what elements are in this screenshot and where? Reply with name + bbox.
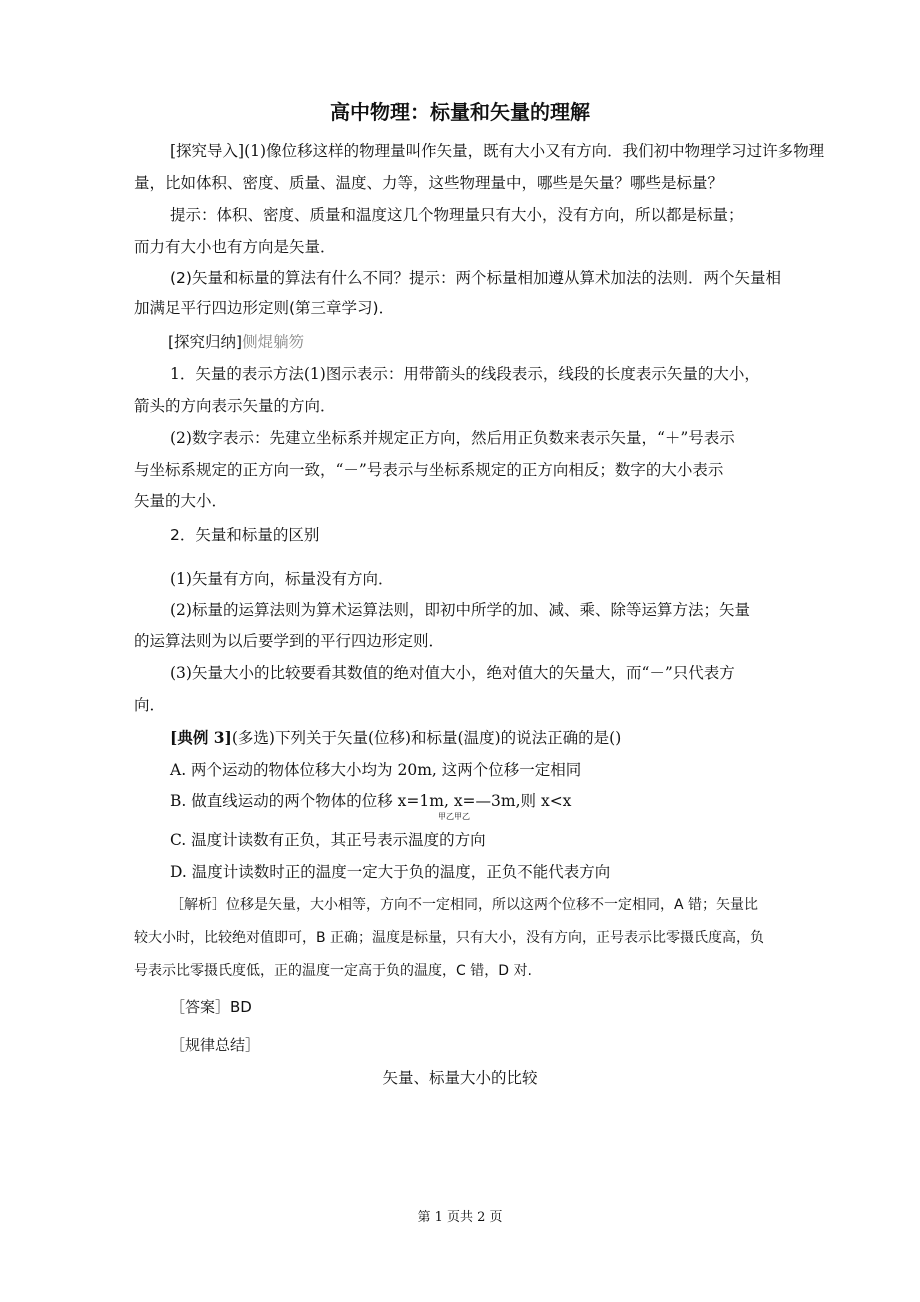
section-subtitle: 矢量、标量大小的比较 — [382, 1069, 538, 1087]
page-title: 高中物理：标量和矢量的理解 — [330, 100, 590, 124]
summary-p3-heading: 2．矢量和标量的区别 — [170, 526, 320, 544]
answer: ［答案］BD — [170, 998, 252, 1016]
difference-3-line-2: 向． — [134, 696, 166, 714]
analysis-line-3: 号表示比零摄氏度低，正的温度一定高于负的温度，C 错，D 对. — [134, 963, 532, 979]
question-2-line-2: 加满足平行四边形定则(第三章学习)． — [134, 299, 395, 317]
question-2-line-1: (2)矢量和标量的算法有什么不同？提示：两个标量相加遵从算术加法的法则．两个矢量相 — [170, 269, 781, 287]
intro-line-1 — [170, 140, 824, 162]
summary-p2-line-3: 矢量的大小． — [134, 492, 228, 510]
summary-tag: [探究归纳] — [168, 333, 243, 351]
rule-summary-heading: ［规律总结］ — [170, 1036, 261, 1054]
summary-p1-line-2: 箭头的方向表示矢量的方向． — [134, 397, 336, 415]
analysis-line-2: 较大小时，比较绝对值即可，B 正确；温度是标量，只有大小，没有方向，正号表示比零摄氏度高，负 — [134, 930, 765, 946]
example-stem: (多选)下列关于矢量(位移)和标量(温度)的说法正确的是() — [231, 729, 622, 747]
option-c: C. 温度计读数有正负，其正号表示温度的方向 — [170, 831, 486, 849]
summary-tag-suffix: 侧焜躺笏 — [242, 333, 305, 351]
example-tag: [典例 3] — [170, 728, 232, 747]
difference-2-line-1: (2)标量的运算法则为算术运算法则，即初中所学的加、减、乘、除等运算方法；矢量 — [170, 601, 750, 619]
analysis-line-1: ［解析］位移是矢量，大小相等，方向不一定相同，所以这两个位移不一定相同，A 错；矢量比 — [170, 897, 759, 913]
page-footer: 第 1 页共 2 页 — [417, 1210, 503, 1225]
intro-text-1: (1)像位移这样的物理量叫作矢量，既有大小又有方向．我们初中物理学习过许多物理 — [244, 142, 825, 160]
option-d: D. 温度计读数时正的温度一定大于负的温度，正负不能代表方向 — [170, 863, 611, 881]
summary-heading — [168, 331, 304, 353]
difference-2-line-2: 的运算法则为以后要学到的平行四边形定则． — [134, 632, 445, 650]
hint-line-1: 提示：体积、密度、质量和温度这几个物理量只有大小，没有方向，所以都是标量； — [170, 206, 744, 224]
summary-p2-line-2: 与坐标系规定的正方向一致，“－”号表示与坐标系规定的正方向相反；数字的大小表示 — [134, 461, 724, 479]
option-b: B. 做直线运动的两个物体的位移 x=1m, x=—3m,则 x<x — [170, 792, 572, 810]
summary-p2-line-1: (2)数字表示：先建立坐标系并规定正方向，然后用正负数来表示矢量，“＋”号表示 — [170, 429, 735, 447]
difference-3-line-1: (3)矢量大小的比较要看其数值的绝对值大小，绝对值大的矢量大，而“－”只代表方 — [170, 664, 735, 682]
option-a: A. 两个运动的物体位移大小均为 20m, 这两个位移一定相同 — [170, 761, 582, 779]
intro-line-2: 量，比如体积、密度、质量、温度、力等，这些物理量中，哪些是矢量？哪些是标量？ — [134, 174, 724, 192]
intro-tag: [探究导入] — [170, 142, 245, 160]
summary-p1-line-1: 1．矢量的表示方法(1)图示表示：用带箭头的线段表示，线段的长度表示矢量的大小， — [170, 365, 760, 383]
option-b-subscripts: 甲乙甲乙 — [438, 812, 470, 821]
hint-line-2: 而力有大小也有方向是矢量． — [134, 238, 336, 256]
example-stem-line — [170, 727, 621, 749]
difference-1: (1)矢量有方向，标量没有方向． — [170, 570, 394, 588]
